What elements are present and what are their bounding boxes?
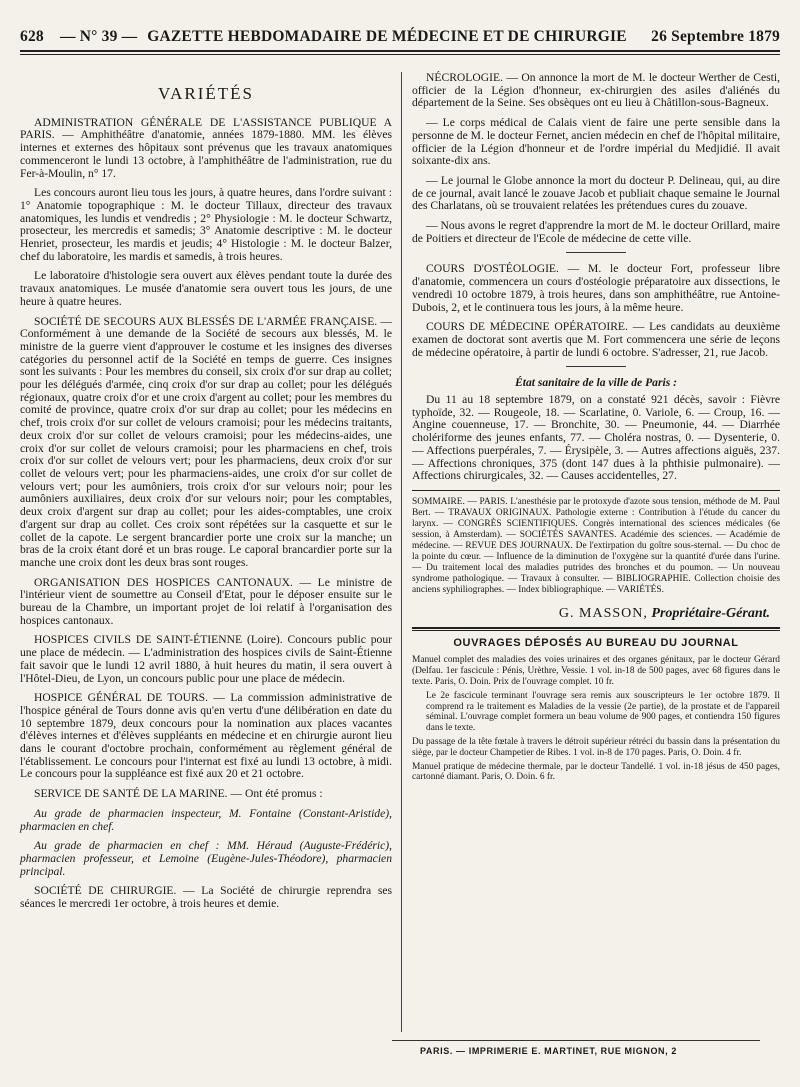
newspaper-page <box>20 28 780 1068</box>
article-paragraph: Au grade de pharmacien inspecteur, M. Fontaine (Constant-Aristide), pharmacien en chef. <box>20 806 392 833</box>
sommaire-text: SOMMAIRE. — PARIS. L'anesthésie par le protoxyde d'azote sous tension, méthode de M. Paul Bert. — TRAVAUX ORIGINAUX. Pathologie externe : Contribution à l'étude du cancer du larynx. — CONGRÈS SCIENTIFIQUES. Congrès international des sciences médicales (6e session, à Amsterdam). — SOCIÉTÉS SAVANTES. Académie des sciences. — Académie de médecine. — REVUE DES JOURNAUX. De l'extirpation du goître sous-sternal. — Du choc de la pointe du cœur. — Influence de la diminution de l'oxygène sur la quantité d'urée dans l'urine. — Du traitement local des maladies putrides des bronches et du poumon. — Un nouveau syndrome pathologique. — Travaux à consulter. — BIBLIOGRAPHIE. Collection choisie des anciens syphiliographes. — Index bibliographique. — VARIÉTÉS. <box>412 496 780 595</box>
article-paragraph: COURS DE MÉDECINE OPÉRATOIRE. — Les candidats au deuxième examen de doctorat sont avertis que M. Fort commencera une série de leçons de médecine opératoire, à partir de lundi 6 octobre. S'adresser, 21, rue Jacob. <box>412 320 780 359</box>
article-paragraph: Les concours auront lieu tous les jours, à quatre heures, dans l'ordre suivant : 1° Anatomie topographique : M. le docteur Tillaux, directeur des travaux anatomiques, les lundis et vendredis ; 2° Physiologie : M. le docteur Schwartz, prosecteur, les mercredis et samedis; 3° Anatomie descriptive : M. le docteur Henriet, prosecteur, les mardis et jeudis; 4° Histologie : M. le docteur Balzer, chef du laboratoire, les mardis et samedis, à trois heures. <box>20 186 392 263</box>
column-divider <box>401 72 402 1032</box>
gerant-name: G. MASSON, <box>558 605 648 621</box>
page-number: 628 <box>20 28 44 45</box>
footer-rule <box>392 1040 760 1041</box>
printer-footer: PARIS. — IMPRIMERIE E. MARTINET, RUE MIGNON, 2 <box>420 1046 677 1056</box>
journal-title: GAZETTE HEBDOMADAIRE DE MÉDECINE ET DE CHIRURGIE <box>147 28 627 45</box>
right-column <box>412 72 780 786</box>
ouvrages-list <box>412 655 780 783</box>
article-paragraph: ADMINISTRATION GÉNÉRALE DE L'ASSISTANCE PUBLIQUE A PARIS. — Amphithéâtre d'anatomie, années 1879-1880. MM. les élèves internes et externes des hôpitaux sont prévenus que les travaux anatomiques commenceront le lundi 13 octobre, à l'amphithéâtre de l'administration, rue du Fer-à-Moulin, n° 17. <box>20 115 392 180</box>
separator-rule <box>566 366 626 367</box>
article-paragraph: — Le corps médical de Calais vient de faire une perte sensible dans la personne de M. le docteur Fernet, ancien médecin en chef de l'hôpital militaire, officier de la Légion d'honneur et de l'ordre impérial du Medjidié. Il avait soixante-dix ans. <box>412 116 780 168</box>
gerant-signature <box>412 605 770 621</box>
article-paragraph: HOSPICES CIVILS DE SAINT-ÉTIENNE (Loire). Concours public pour une place de médecin. — L'administration des hospices civils de Saint-Étienne fait savoir que le lundi 12 avril 1880, à huit heures du matin, il sera ouvert à l'Hôtel-Dieu, de Lyon, un concours public pour une place de médecin. <box>20 633 392 685</box>
article-paragraph: ORGANISATION DES HOSPICES CANTONAUX. — Le ministre de l'intérieur vient de soumettre au Conseil d'Etat, pour le déposer ensuite sur le bureau de la Chambre, un important projet de loi relatif à l'organisation des hospices cantonaux. <box>20 575 392 627</box>
sommaire <box>412 497 780 596</box>
ouvrage-entry: Le 2e fascicule terminant l'ouvrage sera remis aux souscripteurs le 1er octobre 1879. Il comprend ra le traitement es Maladies de la vessie (2e partie), de la prostate et de l'appareil séminal. L'ouvrage complet formera un beau volume de 900 pages, et contiendra 150 figures dans le texte. <box>426 690 780 734</box>
separator-rule <box>412 630 780 631</box>
article-paragraph: SOCIÉTÉ DE SECOURS AUX BLESSÉS DE L'ARMÉE FRANÇAISE. — Conformément à une demande de la Société de secours aux blessés, M. le ministre de la guerre vient d'approuver le costume et les insignes des diverses catégories du personnel actif de la Société en temps de guerre. Ces insignes sont les suivants : Pour les membres du conseil, six croix d'or sur drap au collet; pour les délégués d'armée, cinq croix d'or sur drap au collet; pour les délégués régionaux, quatre croix d'or et une croix d'argent au collet; pour les membres du comité de province, quatre croix d'or sur drap au collet; pour les médecins en chef, trois croix d'or sur collet de velours cramoisi; pour les médecins traitants, deux croix d'or sur collet de velours cramoisi; pour les médecins-aides, une croix d'or sur collet de velours cramoisi; pour les pharmaciens en chef, trois croix d'or sur collet de velours vert; pour les pharmaciens, deux croix d'or sur collet de velours vert; pour les pharmaciens-aides, une croix d'or sur collet de velours vert; pour les aumôniers, trois croix d'or sur velours noir; pour les aumôniers auxiliaires, deux croix d'or sur velours noir; pour les comptables, deux croix d'argent sur drap au collet; pour les aides-comptables, une croix d'argent sur drap au collet. Ces croix sont répétées sur la casquette et sur le collet de la capote. Le sergent brancardier porte une croix sur la manche; un bras de la croix étant doré et un bras rouge. Le caporal brancardier porte sur la manche une croix dont les deux bras sont rouges. <box>20 314 392 569</box>
gerant-role: Propriétaire-Gérant. <box>651 605 770 621</box>
article-paragraph: COURS D'OSTÉOLOGIE. — M. le docteur Fort, professeur libre d'anatomie, commencera un cours d'ostéologie préparatoire aux dissections, le vendredi 10 octobre 1879, à trois heures, dans son amphithéâtre, rue Antoine-Dubois, 2, et le continuera tous les jours, à la même heure. <box>412 262 780 314</box>
separator-rule <box>412 627 780 629</box>
header-rule-thin <box>20 54 780 55</box>
ouvrage-entry: Manuel pratique de médecine thermale, par le docteur Tandellé. 1 vol. in-18 jésus de 450 pages, cartonné diamant. Paris, O. Doin. 6 fr. <box>412 761 780 783</box>
separator-rule <box>412 490 780 491</box>
article-paragraph: — Nous avons le regret d'apprendre la mort de M. le docteur Orillard, maire de Poitiers et directeur de l'Ecole de médecine de cette ville. <box>412 219 780 245</box>
etat-sanitaire-title: État sanitaire de la ville de Paris : <box>515 376 677 390</box>
article-paragraph: SOCIÉTÉ DE CHIRURGIE. — La Société de chirurgie reprendra ses séances le mercredi 1er octobre, à trois heures et demie. <box>20 884 392 911</box>
article-paragraph: HOSPICE GÉNÉRAL DE TOURS. — La commission administrative de l'hospice général de Tours donne avis qu'en vertu d'une délibération en date du 10 septembre 1879, deux concours pour la nomination aux places vacantes d'élèves internes et d'élèves suppléants en médecine et en chirurgie auront lieu dans le courant d'octobre prochain, conformément au règlement général de l'établissement. Le concours pour l'internat est fixé au lundi 13 octobre, à midi. Le concours pour la suppléance est fixé aux 20 et 21 octobre. <box>20 691 392 781</box>
issue-date: 26 Septembre 1879 <box>651 28 780 45</box>
issue-number: — N° 39 — <box>60 28 138 45</box>
article-paragraph: Le laboratoire d'histologie sera ouvert aux élèves pendant toute la durée des travaux anatomiques. Le musée d'anatomie sera ouvert tous les jours, de une heure à quatre heures. <box>20 269 392 308</box>
ouvrages-title: OUVRAGES DÉPOSÉS AU BUREAU DU JOURNAL <box>453 636 739 649</box>
article-paragraph: Au grade de pharmacien en chef : MM. Héraud (Auguste-Frédéric), pharmacien professeur, et Lemoine (Eugène-Jules-Théodore), pharmacien principal. <box>20 839 392 878</box>
section-title: VARIÉTÉS <box>158 84 254 103</box>
article-paragraph: SERVICE DE SANTÉ DE LA MARINE. — Ont été promus : <box>34 787 323 801</box>
ouvrage-entry: Manuel complet des maladies des voies urinaires et des organes génitaux, par le docteur Gérard (Delfau. 1er fascicule : Pénis, Urèthre, Vessie. 1 vol. in-18 de 500 pages, avec 68 figures dans le texte. Paris, O. Doin. Prix de l'ouvrage complet. 10 fr. <box>412 655 780 687</box>
etat-sanitaire-text: Du 11 au 18 septembre 1879, on a constaté 921 décès, savoir : Fièvre typhoïde, 32. — Rougeole, 18. — Scarlatine, 0. Variole, 6. — Croup, 16. — Angine couenneuse, 17. — Bronchite, 30. — Pneumonie, 44. — Diarrhée cholériforme des jeunes enfants, 77. — Choléra nostras, 0. — Dysenterie, 0. — Affections puerpérales, 7. — Érysipèle, 3. — Autres affections aiguës, 237. — Affections chroniques, 375 (dont 147 dues à la phthisie pulmonaire). — Affections chirurgicales, 32. — Causes accidentelles, 27. <box>412 393 780 483</box>
article-paragraph: NÉCROLOGIE. — On annonce la mort de M. le docteur Werther de Cesti, officier de la Légion d'honneur, ex-chirurgien des asiles d'aliénés du département de la Seine. Ses obsèques ont eu lieu à Châtillon-sous-Bagneux. <box>412 71 780 110</box>
header-rule <box>20 50 780 52</box>
article-columns <box>20 72 780 1072</box>
page-header <box>20 28 780 46</box>
separator-rule <box>566 252 626 253</box>
left-column <box>20 72 392 918</box>
article-paragraph: — Le journal le Globe annonce la mort du docteur P. Delineau, qui, au dire de ce journal, avait lancé le zouave Jacob et publiait chaque semaine le Journal des Charlatans, où se trouvaient relatées les prétendues cures du zouave. <box>412 173 780 213</box>
ouvrage-entry: Du passage de la tête fœtale à travers le détroit supérieur rétréci du bassin dans la présentation du siège, par le docteur Champetier de Ribes. 1 vol. in-8 de 170 pages. Paris, O. Doin. 4 fr. <box>412 736 780 758</box>
